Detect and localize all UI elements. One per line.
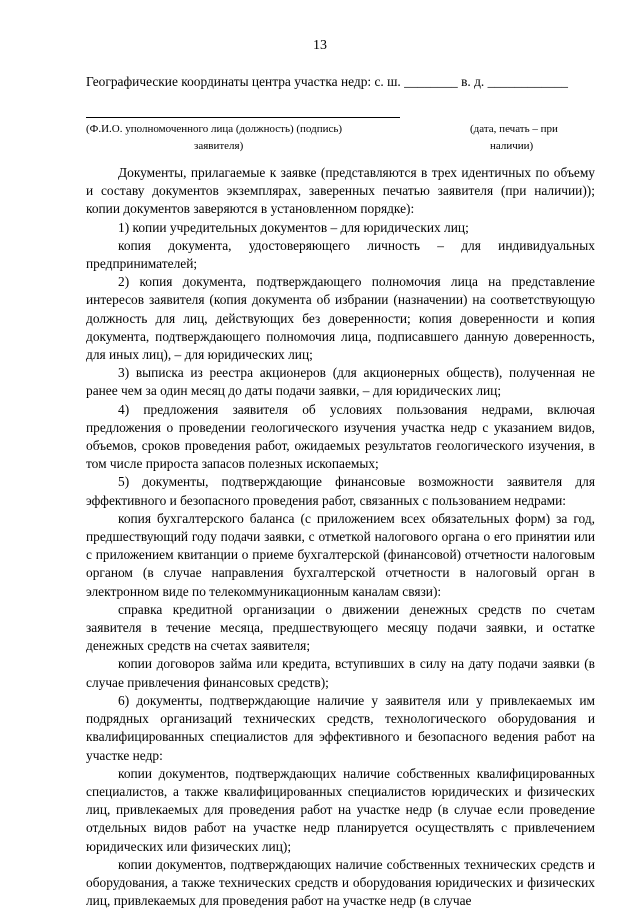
paragraph: 1) копии учредительных документов – для юридических лиц; <box>118 219 469 235</box>
signature-caption-right <box>470 121 585 155</box>
latitude-blank: ________ <box>404 74 458 89</box>
paragraph: 6) документы, подтверждающие наличие у заявителя или у привлекаемых им подрядных организаций технических средств, технологического оборудования и квалифицированных специалистов для эффективного и безопасного ведения работ на участке недр: <box>86 692 595 763</box>
paragraph: Документы, прилагаемые к заявке (представляются в трех идентичных по объему и составу документов экземплярах, заверенных печатью заявителя (при наличии)); копии документов заверяются в установленном порядке): <box>86 165 595 217</box>
paragraph: 5) документы, подтверждающие финансовые возможности заявителя для эффективного и безопасного проведения работ, связанных с пользованием недрами: <box>86 474 595 508</box>
paragraph: копии документов, подтверждающих наличие собственных квалифицированных специалистов, а также квалифицированных специалистов юридических и физических лиц, привлекаемых для проведения работ на участке недр (в случае если проведение отдельных видов работ на участке недр планируется осуществлять с привлечением юридических или физических лиц); <box>86 765 595 854</box>
signature-caption-left-line1: (Ф.И.О. уполномоченного лица (должность) (подпись) <box>86 123 343 135</box>
longitude-blank: ____________ <box>487 74 568 89</box>
document-body <box>86 164 595 910</box>
coordinates-label: Географические координаты центра участка недр: с. ш. <box>86 74 401 89</box>
paragraph: справка кредитной организации о движении денежных средств по счетам заявителя в течение месяца, предшествующего месяцу подачи заявки, и остатке денежных средств на счетах заявителя; <box>86 601 595 654</box>
signature-caption-right-line1: (дата, печать – при <box>470 123 558 135</box>
signature-caption-right-line2: наличии) <box>490 140 534 152</box>
page-number: 13 <box>313 38 327 53</box>
paragraph: 2) копия документа, подтверждающего полномочия лица на представление интересов заявителя (копия документа об избрании (назначении) на соответствующую должность для лиц, действующих без доверенности; копия доверенности и копия документа, подтверждающего полномочия лица, подписавшего данную доверенность, для иных лиц), – для юридических лиц; <box>86 274 595 363</box>
paragraph: копии документов, подтверждающих наличие собственных технических средств и оборудования, а также технических средств и оборудования юридических и физических лиц, привлекаемых для проведения работ на участке недр (в случае <box>86 856 595 909</box>
coordinates-line <box>86 73 596 91</box>
paragraph: 3) выписка из реестра акционеров (для акционерных обществ), полученная не ранее чем за один месяц до даты подачи заявки, – для юридических лиц; <box>86 365 595 399</box>
signature-caption-left <box>86 121 406 155</box>
signature-caption-left-line2: заявителя) <box>194 140 244 152</box>
longitude-label: в. д. <box>461 74 485 89</box>
signature-line <box>86 117 400 118</box>
paragraph: 4) предложения заявителя об условиях пользования недрами, включая предложения о проведении геологического изучения участка недр с указанием видов, объемов, сроков проведения работ, ожидаемых результатов геологического изучения, в том числе прироста запасов полезных ископаемых; <box>86 401 595 472</box>
paragraph: копия документа, удостоверяющего личность – для индивидуальных предпринимателей; <box>86 237 595 272</box>
paragraph: копия бухгалтерского баланса (с приложением всех обязательных форм) за год, предшествующий году подачи заявки, с отметкой налогового органа о его принятии или с приложением квитанции о приеме бухгалтерской (финансовой) отчетности налоговым органом (в случае направления бухгалтерской отчетности в налоговый орган в электронном виде по телекоммуникационным каналам связи): <box>86 510 595 599</box>
paragraph: копии договоров займа или кредита, вступивших в силу на дату подачи заявки (в случае привлечения финансовых средств); <box>86 656 595 690</box>
